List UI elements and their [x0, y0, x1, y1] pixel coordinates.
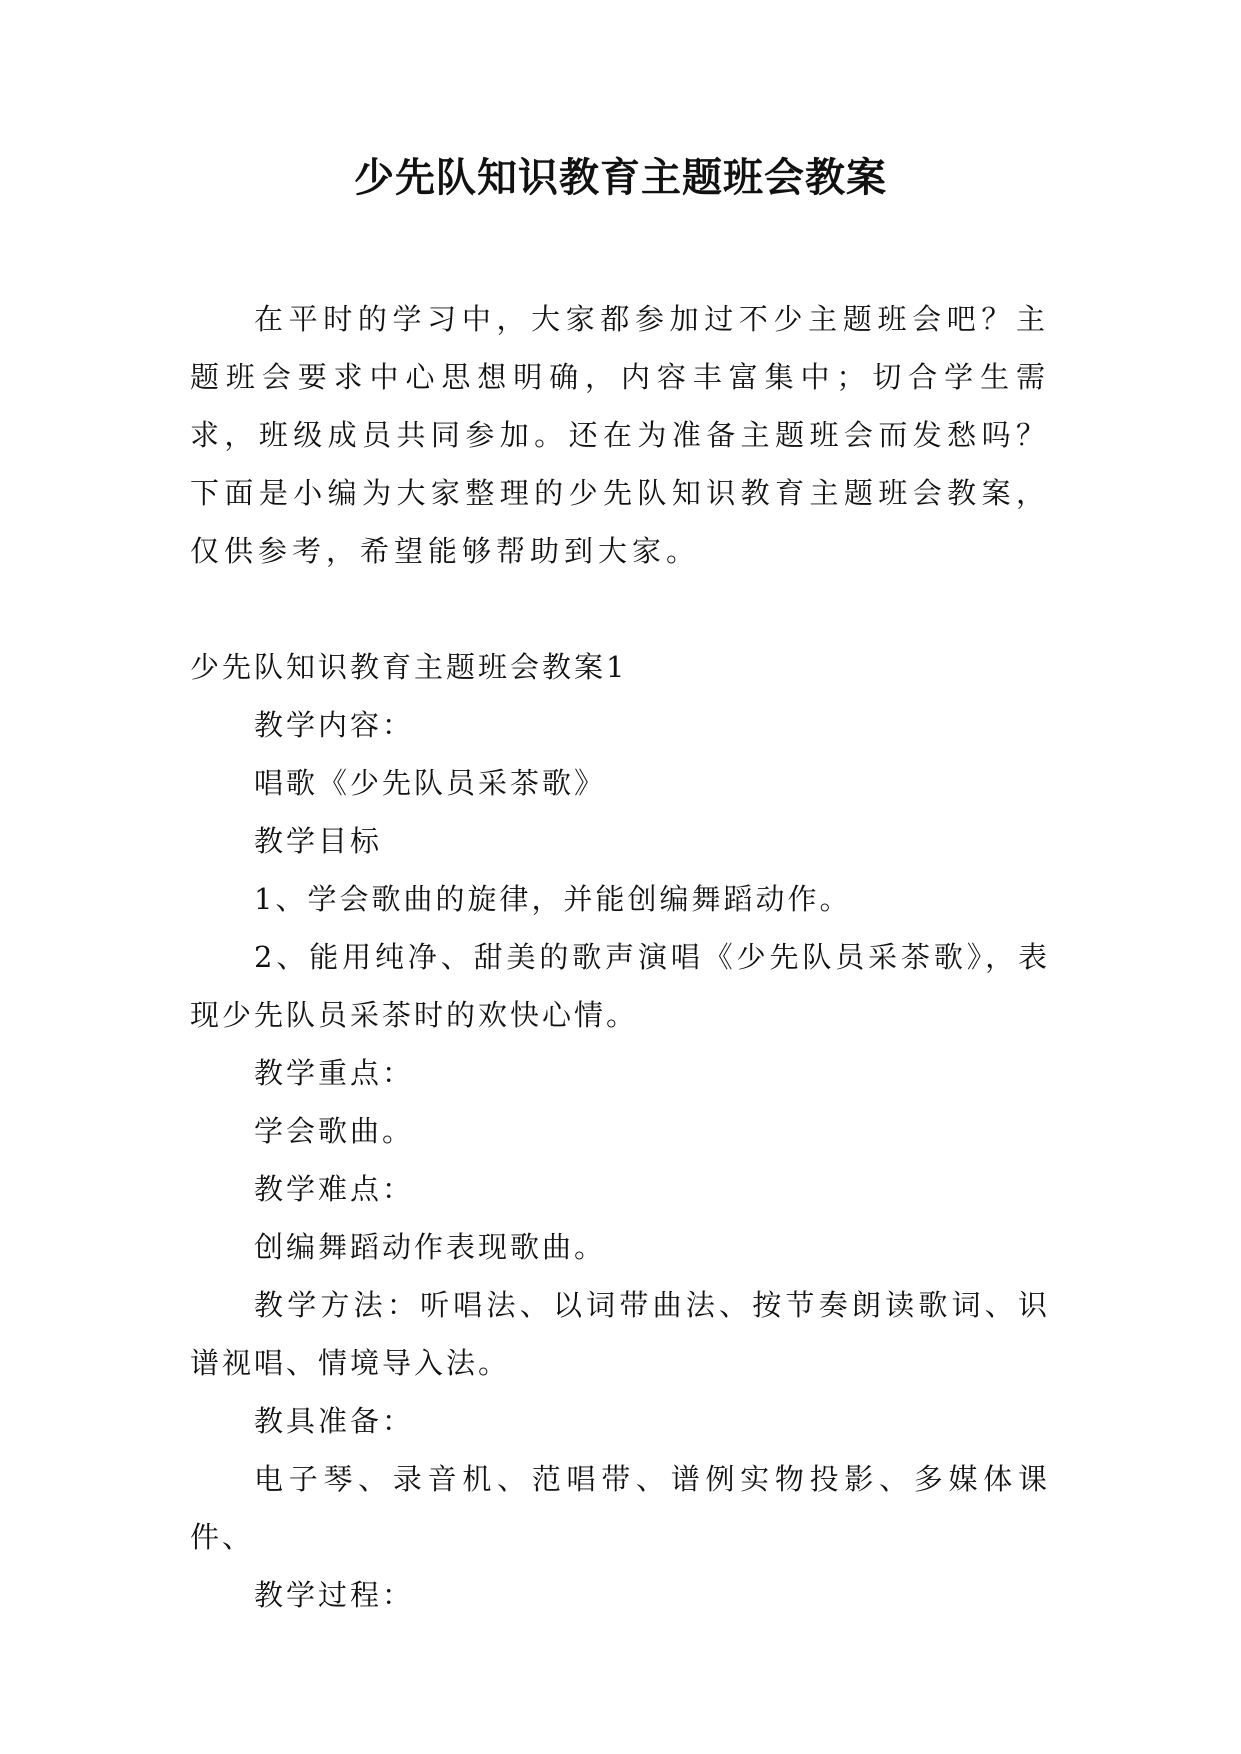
- paragraph-song: 唱歌《少先队员采茶歌》: [254, 766, 607, 800]
- paragraph-teaching-content: 教学内容：: [254, 708, 415, 742]
- paragraph-goal-1: 1、学会歌曲的旋律，并能创编舞蹈动作。: [254, 882, 852, 916]
- paragraph-key-points-content: 学会歌曲。: [254, 1114, 415, 1148]
- paragraph-difficulties: 教学难点：: [254, 1172, 415, 1206]
- intro-paragraph: 在平时的学习中，大家都参加过不少主题班会吧？主题班会要求中心思想明确，内容丰富集中；切合学生需求，班级成员共同参加。还在为准备主题班会而发愁吗？下面是小编为大家整理的少先队知识教育主题班会教案，仅供参考，希望能够帮助到大家。: [190, 302, 1050, 568]
- paragraph-materials: 教具准备：: [254, 1404, 415, 1438]
- document-title: 少先队知识教育主题班会教案: [354, 155, 887, 201]
- paragraph-process: 教学过程：: [254, 1578, 415, 1612]
- paragraph-key-points: 教学重点：: [254, 1056, 415, 1090]
- paragraph-methods: 教学方法：听唱法、以词带曲法、按节奏朗读歌词、识谱视唱、情境导入法。: [190, 1288, 1050, 1380]
- paragraph-materials-content: 电子琴、录音机、范唱带、谱例实物投影、多媒体课件、: [190, 1462, 1050, 1554]
- document-body: [190, 290, 1050, 1624]
- paragraph-teaching-goals: 教学目标: [254, 824, 383, 858]
- section-title: 少先队知识教育主题班会教案1: [190, 650, 628, 684]
- paragraph-difficulties-content: 创编舞蹈动作表现歌曲。: [254, 1230, 607, 1264]
- paragraph-goal-2: 2、能用纯净、甜美的歌声演唱《少先队员采茶歌》，表现少先队员采茶时的欢快心情。: [190, 940, 1050, 1032]
